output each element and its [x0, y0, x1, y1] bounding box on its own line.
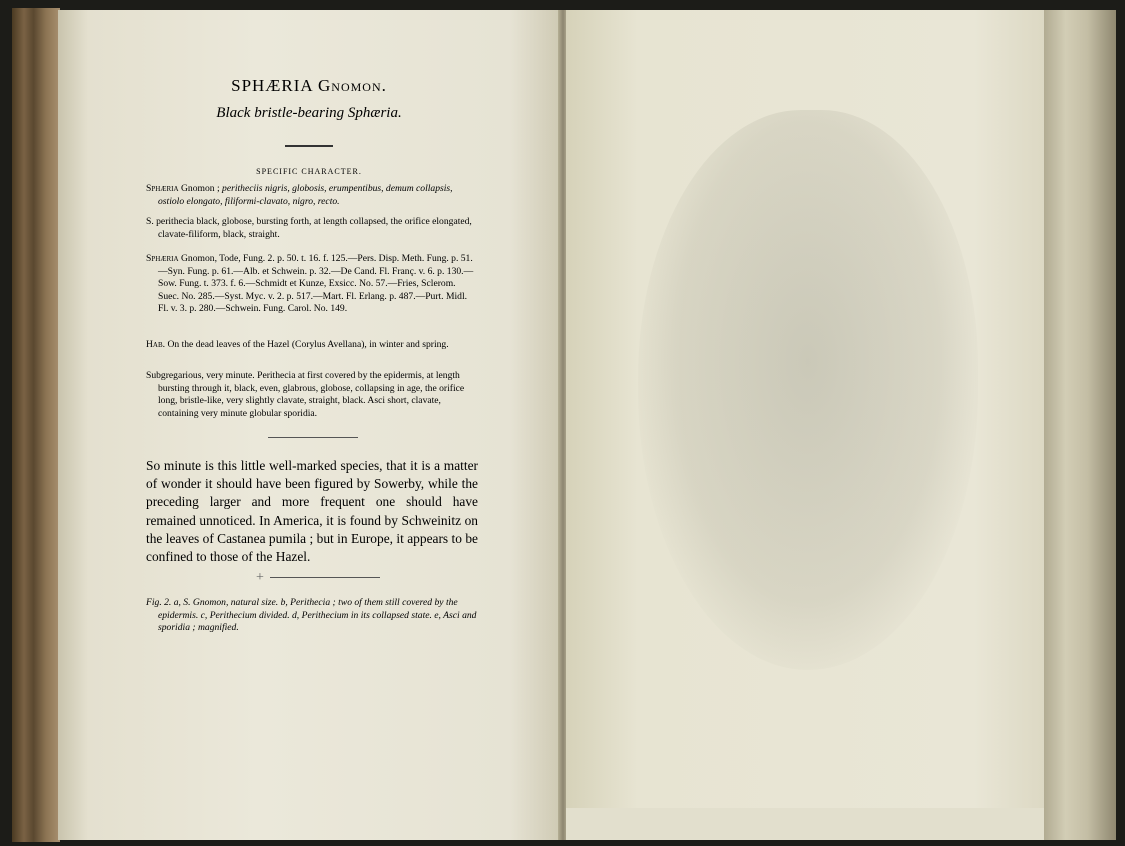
page-subtitle: Black bristle-bearing Sphæria.	[216, 105, 402, 121]
habitat: Hab. On the dead leaves of the Hazel (Corylus Avellana), in winter and spring.	[146, 339, 449, 350]
show-through-plate-illustration	[638, 110, 978, 670]
latin-diagnosis: Sphæria Gnomon ; peritheciis nigris, globosis, erumpentibus, demum collapsis, ostiolo elongato, filiformi-clavato, nigro, recto.	[146, 183, 453, 207]
synonymy: Sphæria Gnomon, Tode, Fung. 2. p. 50. t. 16. f. 125.—Pers. Disp. Meth. Fung. p. 51.—Syn. Fung. p. 61.—Alb. et Schwein. p. 32.—De Cand. Fl. Franç. v. 6. p. 130.—Sow. Fung. t. 373. f. 6.—Schmidt et Kunze, Exsicc. No. 57.—Fries, Sclerom. Suec. No. 285.—Syst. Myc. v. 2. p. 517.—Mart. Fl. Erlang. p. 487.—Purt. Midl. Fl. v. 3. p. 280.—Schwein. Fung. Carol. No. 149.	[146, 253, 474, 315]
page-title: SPHÆRIA Gnomon.	[231, 76, 387, 95]
title-divider	[285, 145, 333, 147]
left-page	[58, 10, 560, 840]
section-divider	[268, 437, 358, 438]
book-right-page-edges	[1044, 10, 1116, 840]
book-spine-left-edge	[12, 8, 60, 842]
english-diagnosis: S. perithecia black, globose, bursting forth, at length collapsed, the orifice elongated, clavate-filiform, black, straight.	[146, 216, 472, 240]
cross-mark: +	[256, 570, 264, 585]
species-description: Subgregarious, very minute. Perithecia at first covered by the epidermis, at length bursting through it, black, even, glabrous, globose, collapsing in age, the orifice long, bristle-like, very slightly clavate, straight, black. Asci short, clavate, containing very minute globular sporidia.	[146, 370, 465, 419]
figure-divider	[270, 577, 380, 578]
figure-caption: Fig. 2. a, S. Gnomon, natural size. b, Perithecia ; two of them still covered by the epidermis. c, Perithecium divided. d, Perithecium in its collapsed state. e, Asci and sporidia ; magnified.	[146, 597, 477, 634]
specific-character-heading: SPECIFIC CHARACTER.	[256, 167, 362, 176]
body-paragraph: So minute is this little well-marked species, that it is a matter of wonder it should have been figured by Sowerby, while the preceding larger and more frequent one should have remained unnoticed. In America, it is found by Schweinitz on the leaves of Castanea pumila ; but in Europe, it appears to be confined to those of the Hazel.	[146, 458, 478, 565]
right-page-bottom-margin	[566, 808, 1046, 840]
